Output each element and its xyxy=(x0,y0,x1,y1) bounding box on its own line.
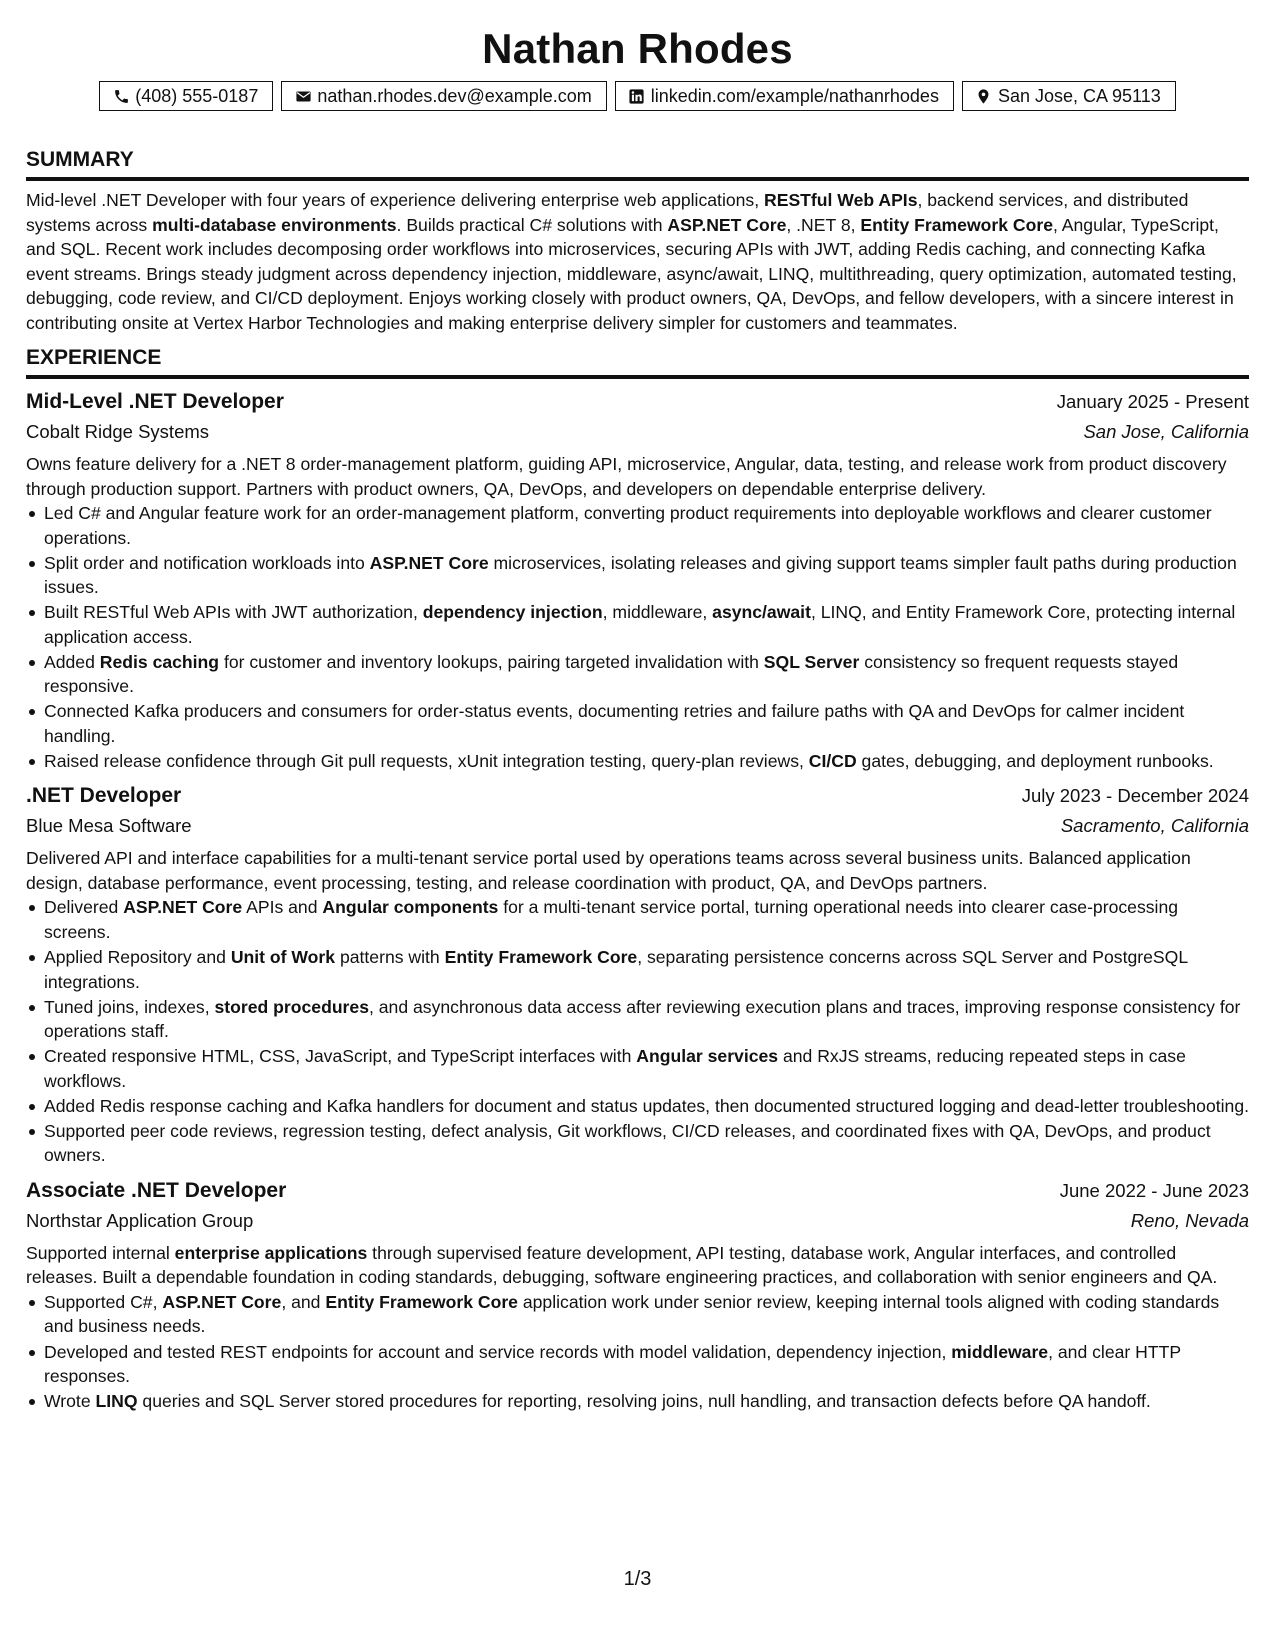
text-run: Owns feature delivery for a .NET 8 order-management platform, guiding API, microservice, Angular, data, testing, and release work from product discovery through production support. Partners with product owners, QA, DevOps, and developers on dependable enterprise delivery. xyxy=(26,454,1227,499)
text-run: for a multi-tenant service portal, turning operational needs into clearer case-processing screens. xyxy=(44,897,1179,942)
experience-heading: EXPERIENCE xyxy=(26,345,1249,379)
bold-text-run: ASP.NET Core xyxy=(369,552,489,573)
contact-email-text[interactable]: nathan.rhodes.dev@example.com xyxy=(317,86,592,106)
job-bullet-item xyxy=(26,1290,1249,1339)
summary-text xyxy=(26,188,1249,335)
bold-text-run: async/await xyxy=(712,602,811,623)
text-run: , separating persistence concerns across SQL Server and PostgreSQL integrations. xyxy=(44,947,1188,992)
text-run: Created responsive HTML, CSS, JavaScript, and TypeScript interfaces with xyxy=(44,1046,637,1067)
contact-location-text: San Jose, CA 95113 xyxy=(997,86,1161,106)
job-bullet-item xyxy=(26,551,1249,600)
job-bullet-item xyxy=(26,650,1249,699)
text-run: Led C# and Angular feature work for an order-management platform, converting product requirements into deployable workflows and clearer customer operations. xyxy=(44,503,1212,548)
job-dates: January 2025 - Present xyxy=(1056,391,1249,412)
envelope-icon xyxy=(294,87,312,105)
job-title: .NET Developer xyxy=(26,784,182,808)
text-run: Built RESTful Web APIs with JWT authorization, xyxy=(44,602,423,623)
job-bullets xyxy=(26,1290,1249,1414)
bold-text-run: Entity Framework Core xyxy=(325,1291,518,1312)
bold-text-run: Angular components xyxy=(322,897,499,918)
text-run: through supervised feature development, API testing, database work, Angular interfaces, and controlled releases. Built a dependable foundation in coding standards, debugging, software engineering practices, and collaboration with senior engineers and QA. xyxy=(26,1242,1218,1288)
text-run: Supported internal xyxy=(26,1242,175,1263)
text-run: Wrote xyxy=(44,1391,96,1412)
bold-text-run: Redis caching xyxy=(99,651,220,672)
text-run: Raised release confidence through Git pull requests, xUnit integration testing, query-plan reviews, xyxy=(44,750,809,771)
job-location: San Jose, California xyxy=(1083,421,1249,442)
text-run: Added Redis response caching and Kafka handlers for document and status updates, then documented structured logging and dead-letter troubleshooting. xyxy=(44,1095,1249,1116)
text-run: , and asynchronous data access after reviewing execution plans and traces, improving response consistency for operations staff. xyxy=(44,996,1241,1042)
text-run: consistency so frequent requests stayed responsive. xyxy=(44,651,1179,697)
job-bullet-item xyxy=(26,1094,1249,1119)
map-pin-icon xyxy=(975,87,993,105)
text-run: Supported C#, xyxy=(44,1291,163,1312)
text-run: Connected Kafka producers and consumers for order-status events, documenting retries and failure paths with QA and DevOps for calmer incident handling. xyxy=(44,701,1185,746)
job-company: Northstar Application Group xyxy=(26,1209,254,1231)
contact-email[interactable] xyxy=(281,81,606,111)
bold-text-run: enterprise applications xyxy=(174,1242,368,1263)
text-run: application work under senior review, keeping internal tools aligned with coding standards and business needs. xyxy=(44,1291,1220,1337)
job-description xyxy=(26,846,1249,895)
bold-text-run: ASP.NET Core xyxy=(162,1291,282,1312)
text-run: , and xyxy=(281,1291,326,1312)
contact-linkedin[interactable] xyxy=(615,81,954,111)
phone-icon xyxy=(112,87,130,105)
text-run: Split order and notification workloads into xyxy=(44,552,370,573)
text-run: , LINQ, and Entity Framework Core, protecting internal application access. xyxy=(44,602,1236,647)
job-bullet-item xyxy=(26,1340,1249,1389)
text-run: microservices, isolating releases and giving support teams simpler fault paths during production issues. xyxy=(44,552,1237,598)
job-location: Reno, Nevada xyxy=(1130,1209,1249,1231)
job-header-row xyxy=(26,387,1249,417)
bold-text-run: CI/CD xyxy=(808,750,857,771)
candidate-name: Nathan Rhodes xyxy=(482,25,793,72)
job-entry xyxy=(26,387,1249,773)
text-run: and RxJS streams, reducing repeated steps in case workflows. xyxy=(44,1046,1186,1091)
job-bullet-item xyxy=(26,699,1249,748)
contact-phone xyxy=(99,81,273,111)
job-header-row xyxy=(26,1176,1249,1206)
text-run: queries and SQL Server stored procedures for reporting, resolving joins, null handling, and transaction defects before QA handoff. xyxy=(137,1391,1151,1412)
job-bullet-item xyxy=(26,945,1249,994)
bold-text-run: Angular services xyxy=(636,1046,779,1067)
text-run: . Builds practical C# solutions with xyxy=(396,214,668,235)
bold-text-run: LINQ xyxy=(95,1391,138,1412)
job-bullet-item xyxy=(26,995,1249,1044)
job-bullet-item xyxy=(26,1389,1249,1414)
bold-text-run: dependency injection xyxy=(422,602,603,623)
job-bullet-item xyxy=(26,749,1249,774)
linkedin-icon xyxy=(628,87,646,105)
job-bullet-item xyxy=(26,1044,1249,1093)
text-run: , Angular, TypeScript, and SQL. Recent work includes decomposing order workflows into microservices, securing APIs with JWT, adding Redis caching, and connecting Kafka event streams. Brings steady judgment across dependency injection, middleware, async/await, LINQ, multithreading, query optimization, automated testing, debugging, code review, and CI/CD deployment. Enjoys working closely with product owners, QA, DevOps, and fellow developers, with a sincere interest in contributing onsite at Vertex Harbor Technologies and making enterprise delivery simpler for customers and teammates. xyxy=(26,214,1237,333)
job-entry xyxy=(26,781,1249,1167)
job-company-row xyxy=(26,417,1249,447)
job-bullets xyxy=(26,501,1249,773)
job-location: Sacramento, California xyxy=(1060,815,1249,837)
text-run: , .NET 8, xyxy=(786,214,861,235)
job-bullet-item xyxy=(26,501,1249,550)
resume-page xyxy=(26,0,1249,1414)
text-run: APIs and xyxy=(242,897,323,918)
contact-phone-text: (408) 555-0187 xyxy=(135,86,259,106)
job-title: Mid-Level .NET Developer xyxy=(26,390,284,413)
text-run: Applied Repository and xyxy=(44,947,231,968)
text-run: Developed and tested REST endpoints for account and service records with model validation, dependency injection, xyxy=(44,1341,952,1362)
page-number: 1/3 xyxy=(623,1568,652,1590)
summary-heading: SUMMARY xyxy=(26,147,1249,181)
text-run: patterns with xyxy=(335,947,445,968)
job-company: Blue Mesa Software xyxy=(26,815,192,837)
bold-text-run: stored procedures xyxy=(214,996,369,1017)
text-run: Delivered API and interface capabilities for a multi-tenant service portal used by operations teams across several business units. Balanced application design, database performance, event processing, testing, and release coordination with product, QA, and DevOps partners. xyxy=(26,848,1191,893)
bold-text-run: Entity Framework Core xyxy=(444,947,638,968)
job-company-row xyxy=(26,811,1249,841)
job-description xyxy=(26,452,1249,501)
text-run: Tuned joins, indexes, xyxy=(44,996,215,1017)
text-run: gates, debugging, and deployment runbooks. xyxy=(856,750,1214,771)
text-run: Delivered xyxy=(44,897,124,918)
text-run: Mid-level .NET Developer with four years of experience delivering enterprise web applications, xyxy=(26,190,764,210)
bold-text-run: Unit of Work xyxy=(230,947,336,968)
job-bullet-item xyxy=(26,600,1249,649)
bold-text-run: Entity Framework Core xyxy=(860,214,1053,235)
bold-text-run: ASP.NET Core xyxy=(667,214,787,235)
job-entry xyxy=(26,1176,1249,1414)
text-run: Added xyxy=(44,651,100,672)
job-dates: July 2023 - December 2024 xyxy=(1021,785,1249,807)
job-bullet-item xyxy=(26,1119,1249,1168)
job-company-row xyxy=(26,1206,1249,1236)
contact-location xyxy=(962,81,1176,111)
text-run: , and clear HTTP responses. xyxy=(44,1341,1181,1387)
job-company: Cobalt Ridge Systems xyxy=(26,421,210,442)
text-run: for customer and inventory lookups, pairing targeted invalidation with xyxy=(219,651,764,672)
job-header-row xyxy=(26,781,1249,811)
job-dates: June 2022 - June 2023 xyxy=(1059,1179,1249,1201)
job-title: Associate .NET Developer xyxy=(26,1178,287,1202)
job-bullets xyxy=(26,895,1249,1167)
bold-text-run: ASP.NET Core xyxy=(123,897,243,918)
contact-linkedin-text[interactable]: linkedin.com/example/nathanrhodes xyxy=(650,86,939,106)
bold-text-run: SQL Server xyxy=(763,651,860,672)
text-run: Supported peer code reviews, regression testing, defect analysis, Git workflows, CI/CD releases, and coordinated fixes with QA, DevOps, and product owners. xyxy=(44,1120,1211,1166)
bold-text-run: RESTful Web APIs xyxy=(764,190,918,210)
bold-text-run: multi-database environments xyxy=(152,214,397,235)
bold-text-run: middleware xyxy=(951,1341,1049,1362)
job-bullet-item xyxy=(26,895,1249,944)
job-description xyxy=(26,1241,1249,1290)
text-run: , backend services, and distributed systems across xyxy=(26,190,1189,235)
text-run: , middleware, xyxy=(602,602,713,623)
contact-bar xyxy=(26,81,1249,111)
